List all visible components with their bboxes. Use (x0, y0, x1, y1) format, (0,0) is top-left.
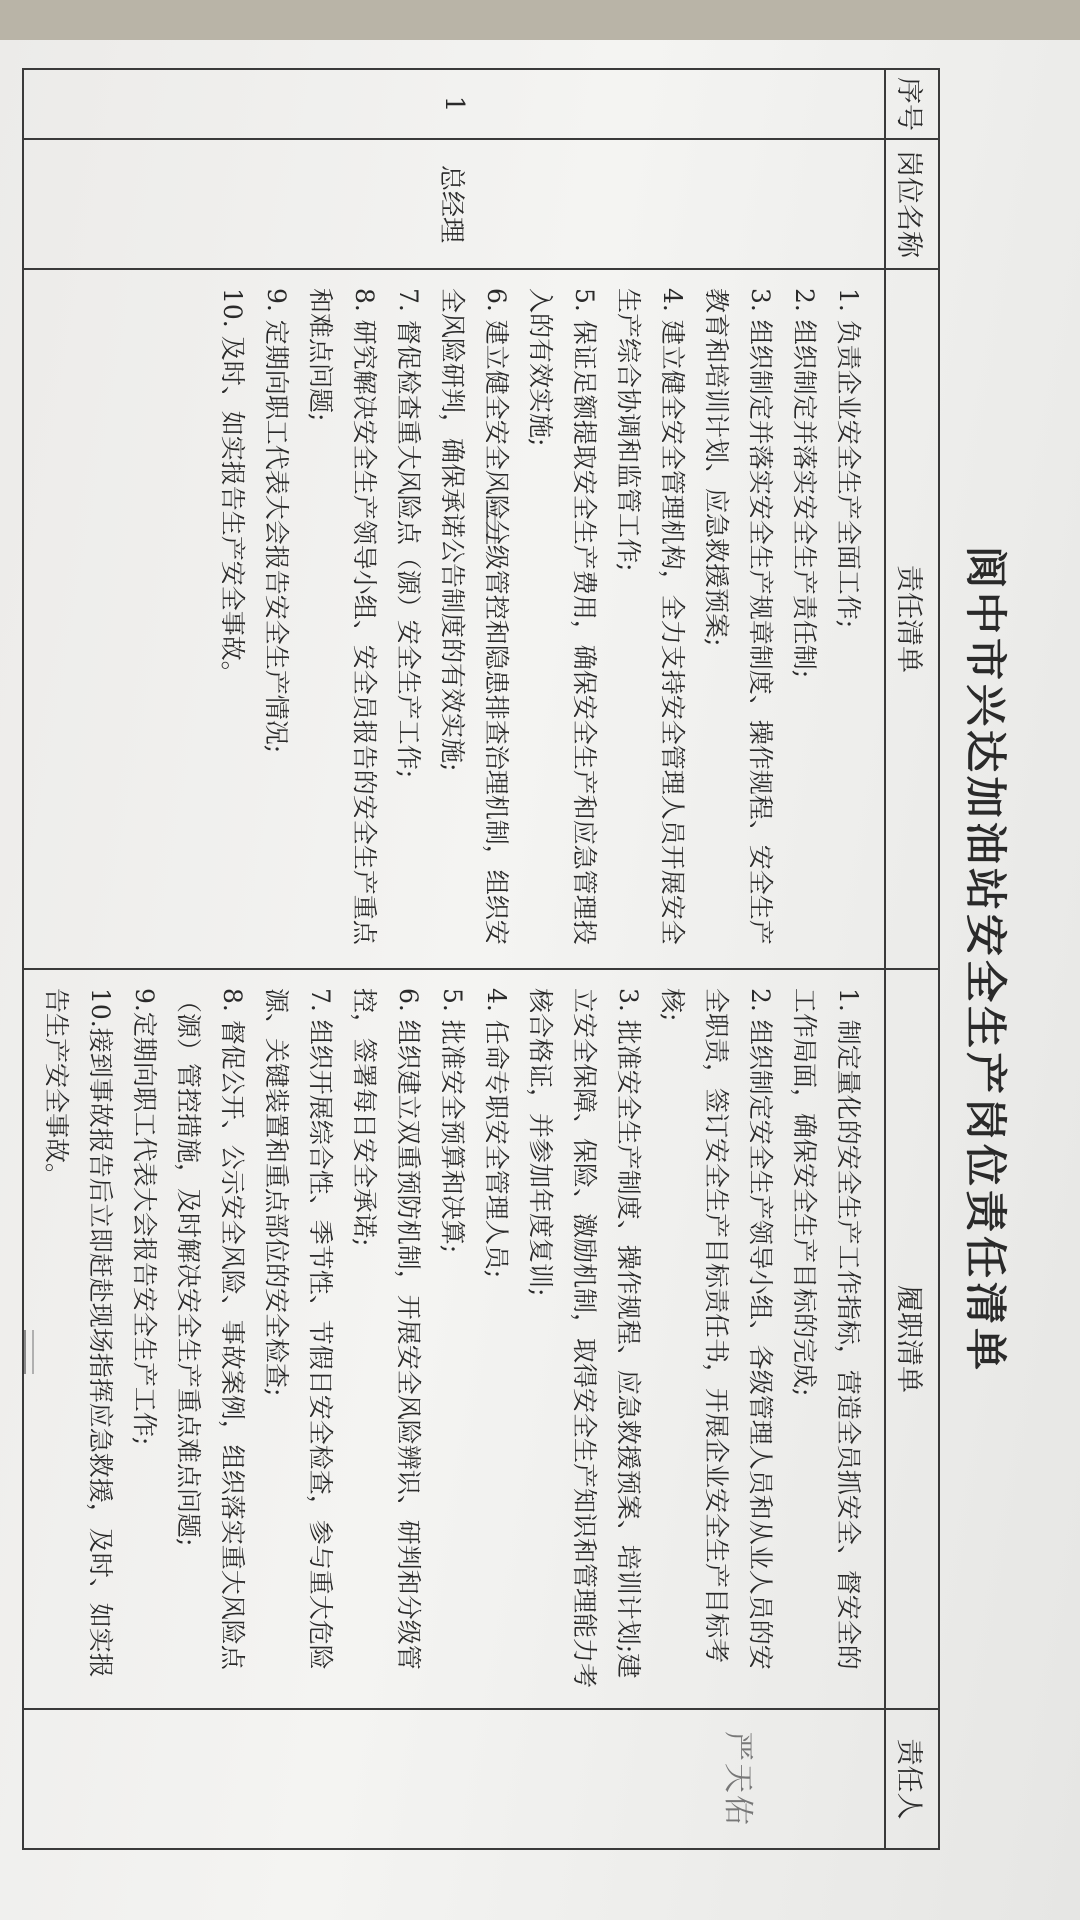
responsibility-table (22, 68, 940, 1850)
duty-item: 3. 批准安全生产制度、操作规程、应急救援预案、培训计划;建立安全保障、保险、激励机制，取得安全生产知识和管理能力考核合格证，并参加年度复训; (526, 988, 643, 1689)
cell-person (23, 1709, 885, 1849)
cell-duties (23, 969, 885, 1709)
responsibility-item: 9. 定期向职工代表大会报告安全生产情况; (262, 288, 291, 754)
header-responsibilities: 责任清单 (885, 269, 939, 969)
duty-item: 4. 任命专职安全管理人员; (482, 988, 511, 1279)
responsibility-item: 4. 建立健全安全管理机构，全力支持安全管理人员开展安全生产综合协调和监管工作; (614, 288, 687, 945)
responsibility-item: 3. 组织制定并落实安全生产规章制度、操作规程、安全生产教育和培训计划、应急救援预案; (702, 288, 775, 945)
header-seq: 序号 (885, 69, 939, 139)
responsibility-item: 6. 建立健全安全风险分级管控和隐患排查治理机制，组织安全风险研判，确保承诺公告制度的有效实施; (438, 288, 511, 945)
duty-item: 7. 组织开展综合性、季节性、节假日安全检查，参与重大危险源、关键装置和重点部位的安全检查; (262, 988, 335, 1670)
cell-seq: 1 (23, 69, 885, 139)
duty-item: 6. 组织建立双重预防机制，开展安全风险辨识、研判和分级管控，签署每日安全承诺; (350, 988, 423, 1670)
duty-item: 8. 督促公开、公示安全风险、事故案例，组织落实重大风险点（源）管控措施，及时解决安全生产重点难点问题; (174, 988, 247, 1670)
responsibility-item: 10. 及时、如实报告生产安全事故。 (218, 288, 247, 686)
responsibility-item: 1. 负责企业安全生产全面工作; (834, 288, 863, 629)
person-signature: 严天佑 (720, 1731, 755, 1827)
duty-item: 1. 制定量化的安全生产工作指标，营造全员抓安全、督安全的工作局面，确保安全生产目标的完成; (790, 988, 863, 1670)
duty-item: 2. 组织制定安全生产领导小组、各级管理人员和从业人员的安全职责，签订安全生产目标责任书，开展企业安全生产目标考核; (658, 988, 775, 1670)
duty-item: 9.定期向职工代表大会报告安全生产工作; (130, 988, 159, 1446)
responsibility-item: 2. 组织制定并落实安全生产责任制; (790, 288, 819, 679)
responsibility-item: 5. 保证足额提取安全生产费用，确保安全生产和应急管理投入的有效实施; (526, 288, 599, 945)
rotated-document (40, 50, 1040, 1870)
cell-responsibilities (23, 269, 885, 969)
document-title: 阆中市兴达加油站安全生产岗位责任清单 (961, 545, 1010, 1374)
duty-item: 10.接到事故报告后立即赶赴现场指挥应急救援，及时、如实报告生产安全事故。 (42, 988, 115, 1678)
responsibility-item: 7. 督促检查重大风险点（源）安全生产工作; (394, 288, 423, 779)
table-header-row (885, 69, 939, 1849)
header-person: 责任人 (885, 1709, 939, 1849)
header-position: 岗位名称 (885, 139, 939, 269)
responsibility-item: 8. 研究解决安全生产领导小组、安全员报告的安全生产重点和难点问题; (306, 288, 379, 945)
duty-item: 5. 批准安全预算和决算; (438, 988, 467, 1254)
table-row (23, 69, 885, 1849)
cell-position: 总经理 (23, 139, 885, 269)
header-duties: 履职清单 (885, 969, 939, 1709)
